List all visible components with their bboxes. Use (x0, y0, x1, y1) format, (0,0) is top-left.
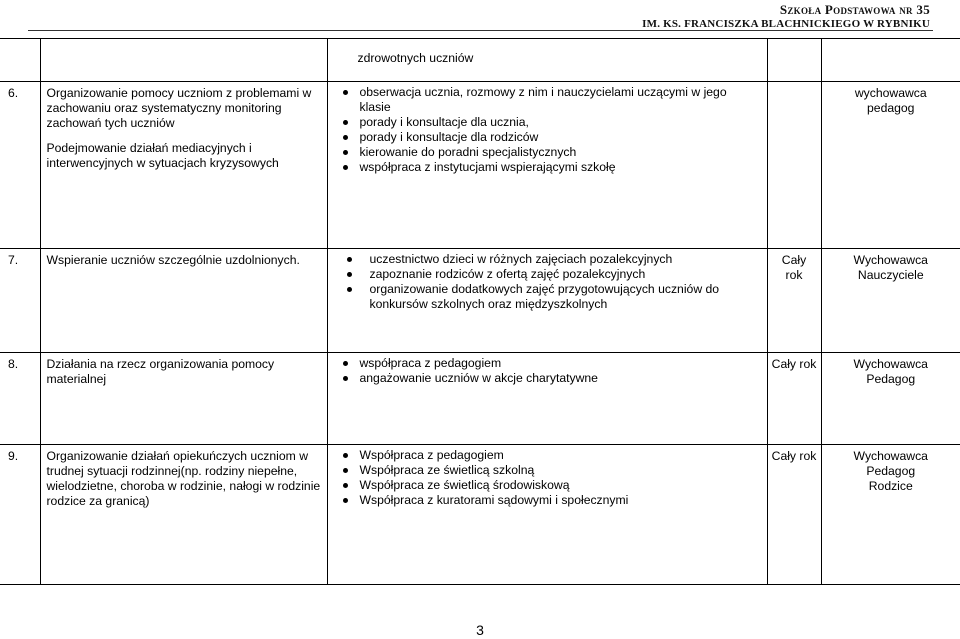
row-term (767, 249, 821, 353)
list-item: Współpraca z kuratorami sądowymi i społecznymi (334, 493, 761, 508)
continuation-row (0, 39, 960, 82)
list-item: Współpraca ze świetlicą środowiskową (334, 478, 761, 493)
document-header (642, 2, 930, 31)
list-item: Współpraca ze świetlicą szkolną (334, 463, 761, 478)
responsible-line: Pedagog (866, 372, 916, 386)
row-task (40, 445, 327, 585)
list-item: Współpraca z pedagogiem (334, 448, 761, 463)
list-item: porady i konsultacje dla rodziców (334, 130, 761, 145)
term-line: Cały rok (771, 449, 817, 463)
responsible-line: Wychowawca (853, 253, 928, 267)
list-item: współpraca z pedagogiem (334, 356, 761, 371)
row-term (767, 82, 821, 249)
list-item: zapoznanie rodziców z ofertą zajęć pozalekcyjnych (334, 267, 761, 282)
row-methods (327, 249, 767, 353)
methods-list (334, 85, 761, 175)
row-task (40, 249, 327, 353)
list-item: uczestnictwo dzieci w różnych zajęciach pozalekcyjnych (334, 252, 761, 267)
school-name: Szkoła Podstawowa nr 35 (779, 2, 930, 17)
continuation-text: zdrowotnych uczniów (357, 51, 474, 65)
term-line: Cały rok (771, 357, 817, 371)
methods-list (334, 252, 761, 312)
row-responsible (821, 82, 960, 249)
responsible-line: Wychowawca (853, 449, 928, 463)
row-number: 9. (0, 445, 40, 585)
plan-table (0, 38, 960, 585)
task-text-2: Podejmowanie działań mediacyjnych i interwencyjnych w sytuacjach kryzysowych (46, 141, 279, 170)
row-term (767, 445, 821, 585)
list-item: współpraca z instytucjami wspierającymi szkołę (334, 160, 761, 175)
table-row (0, 249, 960, 353)
row-number: 6. (0, 82, 40, 249)
list-item: obserwacja ucznia, rozmowy z nim i nauczycielami uczącymi w jego klasie (334, 85, 761, 115)
row-task (40, 82, 327, 249)
table-row (0, 445, 960, 585)
list-item: angażowanie uczniów w akcje charytatywne (334, 371, 761, 386)
table-row (0, 353, 960, 445)
row-term (767, 353, 821, 445)
task-text: Działania na rzecz organizowania pomocy materialnej (46, 357, 275, 386)
row-responsible (821, 353, 960, 445)
page-number: 3 (476, 622, 484, 638)
methods-list (334, 356, 761, 386)
row-task (40, 353, 327, 445)
responsible-line: Wychowawca (853, 357, 928, 371)
list-item: porady i konsultacje dla ucznia, (334, 115, 761, 130)
table-row (0, 82, 960, 249)
list-item: organizowanie dodatkowych zajęć przygotowujących uczniów do konkursów szkolnych oraz międzyszkolnych (334, 282, 761, 312)
term-line: rok (785, 268, 803, 282)
responsible-line: Nauczyciele (857, 268, 924, 282)
responsible-line: pedagog (867, 101, 915, 115)
task-text: Organizowanie pomocy uczniom z problemami w zachowaniu oraz systematyczny monitoring zachowań tych uczniów (46, 86, 312, 130)
responsible-line: Rodzice (868, 479, 913, 493)
header-divider (28, 30, 933, 31)
responsible-line: Pedagog (866, 464, 916, 478)
term-line: Cały (781, 253, 807, 267)
responsible-line: wychowawca (854, 86, 927, 100)
row-responsible (821, 445, 960, 585)
row-methods (327, 353, 767, 445)
row-responsible (821, 249, 960, 353)
row-number: 7. (0, 249, 40, 353)
list-item: kierowanie do poradni specjalistycznych (334, 145, 761, 160)
task-text: Wspieranie uczniów szczególnie uzdolnionych. (46, 253, 300, 267)
row-methods (327, 445, 767, 585)
row-number: 8. (0, 353, 40, 445)
task-text: Organizowanie działań opiekuńczych uczniom w trudnej sytuacji rodzinnej(np. rodziny niepełne, wielodzietne, choroba w rodzinie, nałogi w rodzinie rodzice za granicą) (46, 449, 321, 508)
row-methods (327, 82, 767, 249)
methods-list (334, 448, 761, 508)
school-patron: IM. KS. FRANCISZKA BLACHNICKIEGO W RYBNIKU (642, 18, 930, 30)
